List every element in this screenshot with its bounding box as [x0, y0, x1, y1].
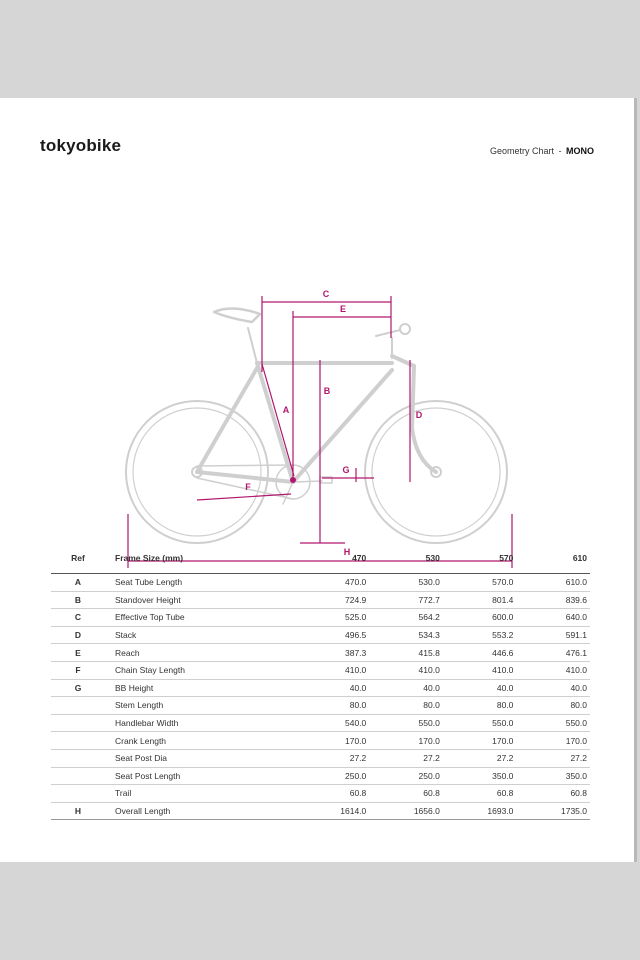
row-name: Standover Height	[105, 591, 296, 609]
row-value: 27.2	[516, 749, 590, 767]
header-size-570: 570	[499, 553, 514, 563]
model-name: MONO	[566, 146, 594, 156]
row-value: 80.0	[443, 697, 517, 715]
row-value: 60.8	[369, 785, 443, 803]
row-value: 550.0	[516, 714, 590, 732]
dimension-lines	[128, 296, 512, 568]
row-value: 80.0	[296, 697, 370, 715]
row-value: 410.0	[516, 661, 590, 679]
header-frame-size: Frame Size (mm)	[115, 553, 184, 563]
table-row	[51, 591, 590, 609]
row-value: 415.8	[369, 644, 443, 662]
row-value: 1656.0	[369, 802, 443, 820]
row-value: 1614.0	[296, 802, 370, 820]
header-size-530: 530	[425, 553, 440, 563]
row-value: 550.0	[369, 714, 443, 732]
label-b: B	[323, 386, 331, 396]
row-value: 446.6	[443, 644, 517, 662]
header-ref: Ref	[71, 553, 85, 563]
row-value: 40.0	[516, 679, 590, 697]
row-ref	[51, 697, 105, 715]
chart-title	[490, 146, 594, 156]
row-value: 250.0	[369, 767, 443, 785]
chart-title-separator: -	[558, 146, 562, 156]
dimension-labels	[245, 289, 423, 557]
row-ref	[51, 714, 105, 732]
table-row	[51, 609, 590, 627]
row-value: 27.2	[443, 749, 517, 767]
table-row	[51, 661, 590, 679]
row-value: 250.0	[296, 767, 370, 785]
row-value: 550.0	[443, 714, 517, 732]
table-row	[51, 679, 590, 697]
row-ref: F	[51, 661, 105, 679]
row-value: 534.3	[369, 626, 443, 644]
row-ref	[51, 749, 105, 767]
table-row	[51, 767, 590, 785]
row-value: 350.0	[443, 767, 517, 785]
row-ref	[51, 785, 105, 803]
row-value: 170.0	[369, 732, 443, 750]
row-value: 40.0	[296, 679, 370, 697]
row-value: 591.1	[516, 626, 590, 644]
label-c: C	[322, 289, 330, 299]
row-value: 27.2	[369, 749, 443, 767]
row-name: BB Height	[105, 679, 296, 697]
document-page	[0, 98, 637, 862]
row-name: Effective Top Tube	[105, 609, 296, 627]
row-ref: H	[51, 802, 105, 820]
row-value: 170.0	[443, 732, 517, 750]
row-value: 60.8	[296, 785, 370, 803]
row-value: 80.0	[516, 697, 590, 715]
row-value: 1693.0	[443, 802, 517, 820]
row-value: 410.0	[296, 661, 370, 679]
row-value: 600.0	[443, 609, 517, 627]
label-e: E	[339, 304, 347, 314]
label-d: D	[415, 410, 423, 420]
row-value: 1735.0	[516, 802, 590, 820]
table-row	[51, 802, 590, 820]
brand-logo: tokyobike	[40, 136, 122, 155]
row-value: 610.0	[516, 574, 590, 592]
row-value: 476.1	[516, 644, 590, 662]
stem-and-handlebar	[376, 324, 410, 358]
row-value: 40.0	[369, 679, 443, 697]
row-name: Crank Length	[105, 732, 296, 750]
row-name: Seat Post Dia	[105, 749, 296, 767]
row-ref: D	[51, 626, 105, 644]
row-value: 80.0	[369, 697, 443, 715]
table-row	[51, 749, 590, 767]
row-name: Reach	[105, 644, 296, 662]
table-row	[51, 626, 590, 644]
label-h: H	[343, 547, 351, 557]
row-value: 640.0	[516, 609, 590, 627]
row-value: 801.4	[443, 591, 517, 609]
label-g: G	[342, 465, 350, 475]
row-name: Stem Length	[105, 697, 296, 715]
row-value: 27.2	[296, 749, 370, 767]
row-ref: A	[51, 574, 105, 592]
row-value: 410.0	[369, 661, 443, 679]
row-value: 553.2	[443, 626, 517, 644]
row-value: 570.0	[443, 574, 517, 592]
seat-assembly	[214, 308, 260, 363]
row-name: Stack	[105, 626, 296, 644]
row-value: 410.0	[443, 661, 517, 679]
row-name: Overall Length	[105, 802, 296, 820]
row-ref: E	[51, 644, 105, 662]
label-a: A	[282, 405, 290, 415]
row-value: 496.5	[296, 626, 370, 644]
row-name: Chain Stay Length	[105, 661, 296, 679]
table-header-row	[51, 543, 590, 574]
row-ref: C	[51, 609, 105, 627]
row-value: 540.0	[296, 714, 370, 732]
row-value: 724.9	[296, 591, 370, 609]
table-row	[51, 574, 590, 592]
row-value: 60.8	[443, 785, 517, 803]
row-value: 350.0	[516, 767, 590, 785]
row-value: 60.8	[516, 785, 590, 803]
row-value: 839.6	[516, 591, 590, 609]
row-value: 40.0	[443, 679, 517, 697]
table-row	[51, 785, 590, 803]
row-value: 564.2	[369, 609, 443, 627]
row-ref: G	[51, 679, 105, 697]
table-row	[51, 714, 590, 732]
row-ref	[51, 767, 105, 785]
header-size-610: 610	[572, 553, 587, 563]
table-row	[51, 644, 590, 662]
row-value: 470.0	[296, 574, 370, 592]
row-value: 772.7	[369, 591, 443, 609]
row-name: Seat Tube Length	[105, 574, 296, 592]
label-f: F	[245, 482, 251, 492]
row-value: 170.0	[516, 732, 590, 750]
row-value: 170.0	[296, 732, 370, 750]
bottom-bracket-marker	[290, 477, 296, 483]
row-name: Handlebar Width	[105, 714, 296, 732]
row-value: 530.0	[369, 574, 443, 592]
row-ref	[51, 732, 105, 750]
row-name: Trail	[105, 785, 296, 803]
header-size-470: 470	[352, 553, 367, 563]
row-value: 525.0	[296, 609, 370, 627]
table-row	[51, 697, 590, 715]
geometry-table	[51, 543, 590, 820]
bike-illustration	[126, 308, 507, 543]
row-value: 387.3	[296, 644, 370, 662]
bike-geometry-diagram	[0, 188, 634, 557]
table-row	[51, 732, 590, 750]
chart-title-text: Geometry Chart	[489, 146, 554, 156]
row-ref: B	[51, 591, 105, 609]
row-name: Seat Post Length	[105, 767, 296, 785]
